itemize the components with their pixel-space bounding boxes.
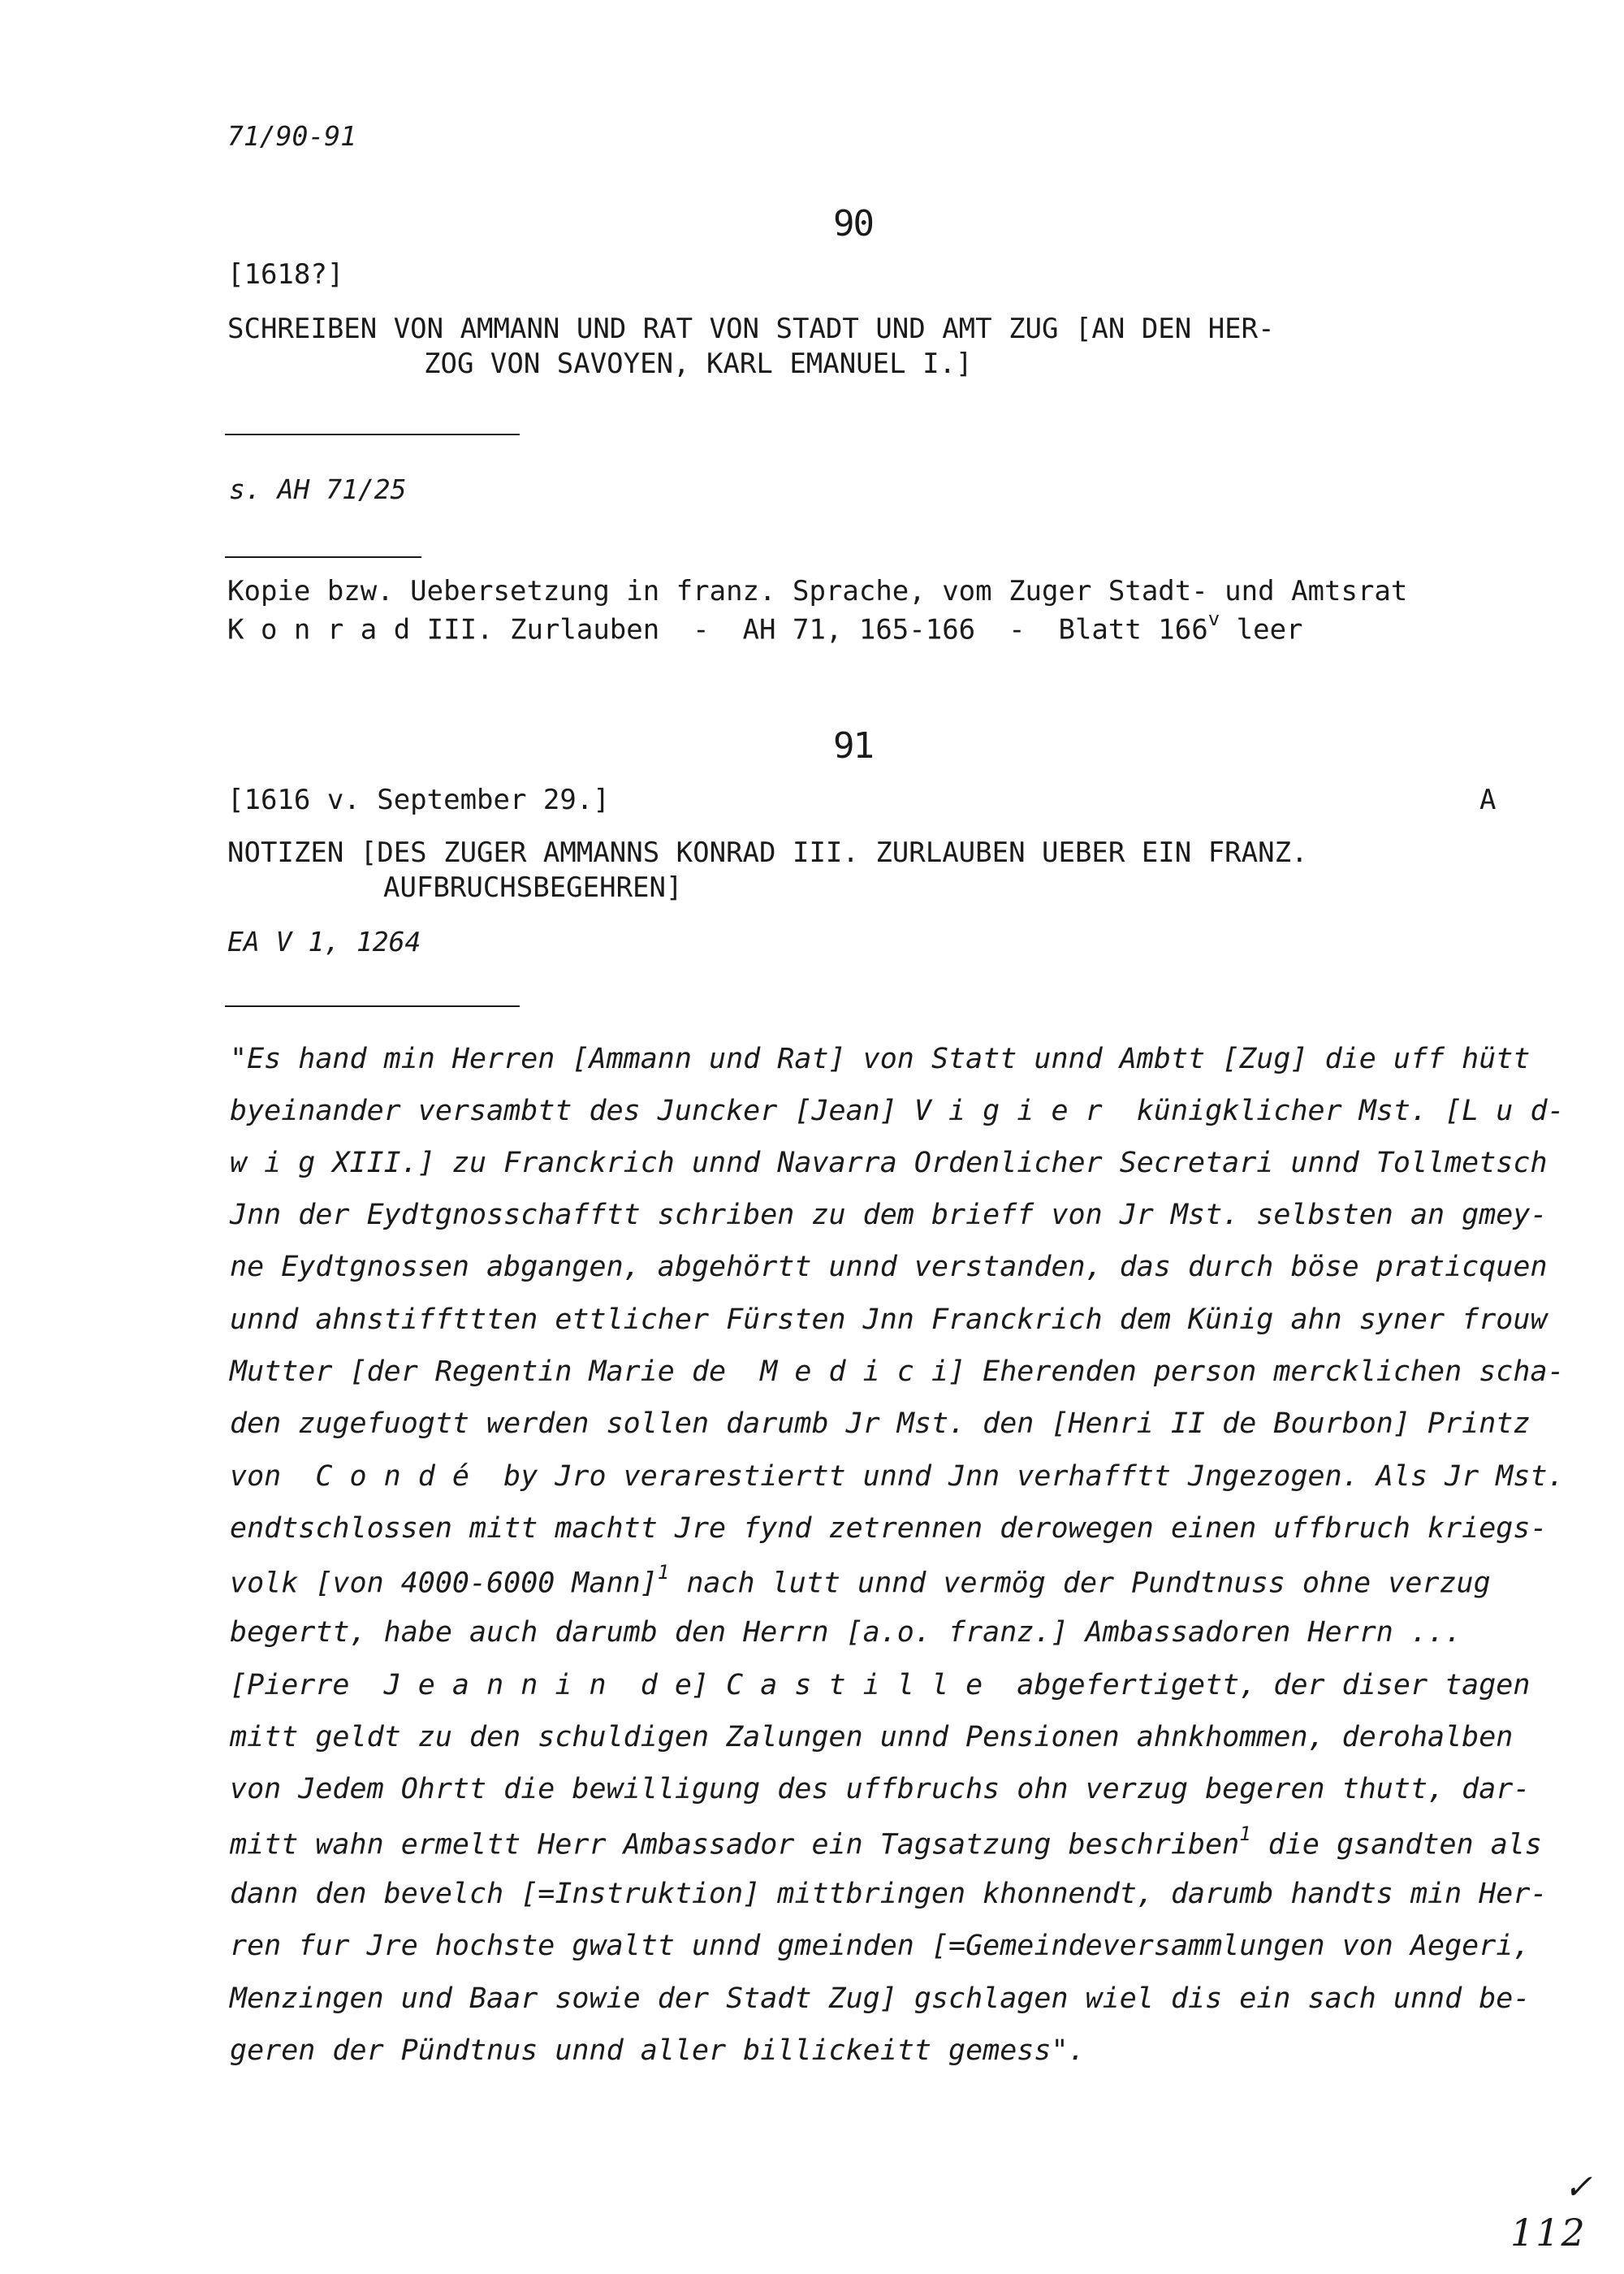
document-date-90: [1618?] <box>227 258 344 291</box>
text-line: von C o n d é by Jro verarestiertt unnd Jnn verhafftt Jngezogen. Als Jr Mst. <box>230 1460 1565 1493</box>
divider <box>225 1005 520 1007</box>
archive-note-90-line1: Kopie bzw. Uebersetzung in franz. Sprache, vom Zuger Stadt- und Amtsrat <box>227 575 1408 607</box>
text-line: den zugefuogtt werden sollen darumb Jr Mst. den [Henri II de Bourbon] Printz <box>230 1407 1531 1440</box>
text-line: mitt geldt zu den schuldigen Zalungen unnd Pensionen ahnkhommen, derohalben <box>230 1721 1514 1753</box>
check-mark-icon: ✓ <box>1564 2167 1593 2207</box>
source-reference-91: EA V 1, 1264 <box>227 926 421 958</box>
text-segment: die gsandten als <box>1250 1828 1542 1861</box>
text-line: [Pierre J e a n n i n d e] C a s t i l l e abgefertigett, der diser tagen <box>230 1669 1531 1701</box>
text-line <box>230 1822 1542 1861</box>
text-line: dann den bevelch [=Instruktion] mittbringen khonnendt, darumb handts min Her- <box>230 1878 1548 1910</box>
text-line: Jnn der Eydtgnosschafftt schriben zu dem brieff von Jr Mst. selbsten an gmey- <box>230 1199 1548 1231</box>
text-line: ren fur Jre hochste gwaltt unnd gmeinden [=Gemeindeversammlungen von Aegeri, <box>230 1930 1531 1962</box>
text-line: unnd ahnstiffttten ettlicher Fürsten Jnn Franckrich dem Künig ahn syner frouw <box>230 1303 1548 1336</box>
document-date-91: [1616 v. September 29.] <box>227 784 610 816</box>
archive-note-90-tail: leer <box>1220 613 1303 646</box>
document-number-91: 91 <box>833 725 873 767</box>
divider <box>225 556 421 558</box>
text-line: von Jedem Ohrtt die bewilligung des uffbruchs ohn verzug begeren thutt, dar- <box>230 1773 1531 1805</box>
text-line <box>230 1561 1491 1600</box>
text-line: Menzingen und Baar sowie der Stadt Zug] gschlagen wiel dis ein sach unnd be- <box>230 1982 1531 2015</box>
text-line: Mutter [der Regentin Marie de M e d i c i] Eherenden person mercklichen scha- <box>230 1355 1565 1388</box>
source-reference-90: s. AH 71/25 <box>229 473 407 505</box>
text-line: endtschlossen mitt machtt Jre fynd zetrennen derowegen einen uffbruch kriegs- <box>230 1512 1548 1545</box>
archive-reference: 71/90-91 <box>227 120 356 152</box>
footnote-mark: 1 <box>1239 1822 1251 1845</box>
document-title-91-line1: NOTIZEN [DES ZUGER AMMANNS KONRAD III. ZURLAUBEN UEBER EIN FRANZ. <box>227 837 1308 869</box>
footnote-mark: 1 <box>657 1561 670 1584</box>
text-line: w i g XIII.] zu Franckrich unnd Navarra Ordenlicher Secretari unnd Tollmetsch <box>230 1147 1548 1179</box>
text-line: ne Eydtgnossen abgangen, abgehörtt unnd verstanden, das durch böse praticquen <box>230 1251 1548 1283</box>
text-line: "Es hand min Herren [Ammann und Rat] von Statt unnd Ambtt [Zug] die uff hütt <box>230 1043 1531 1075</box>
document-number-90: 90 <box>833 203 873 244</box>
text-line: geren der Pündtnus unnd aller billickeitt gemess". <box>230 2034 1086 2067</box>
archive-note-90-line2 <box>227 607 1303 646</box>
divider <box>225 434 520 435</box>
document-title-90-line1: SCHREIBEN VON AMMANN UND RAT VON STADT UND AMT ZUG [AN DEN HER- <box>227 313 1275 345</box>
archive-note-90-text: K o n r a d III. Zurlauben - AH 71, 165-166 - Blatt 166 <box>227 613 1208 646</box>
text-segment: volk [von 4000-6000 Mann] <box>230 1567 658 1600</box>
verso-mark: v <box>1207 607 1220 630</box>
text-segment: nach lutt unnd vermög der Pundtnuss ohne verzug <box>669 1567 1491 1600</box>
document-title-91-line2: AUFBRUCHSBEGEHREN] <box>383 871 683 904</box>
text-segment: mitt wahn ermeltt Herr Ambassador ein Tagsatzung beschriben <box>230 1828 1240 1861</box>
document-title-90-line2: ZOG VON SAVOYEN, KARL EMANUEL I.] <box>424 348 973 380</box>
text-line: byeinander versambtt des Juncker [Jean] V i g i e r künigklicher Mst. [L u d- <box>230 1095 1565 1127</box>
text-line: begertt, habe auch darumb den Herrn [a.o. franz.] Ambassadoren Herrn ... <box>230 1616 1462 1649</box>
document-marker-91: A <box>1479 784 1497 816</box>
handwritten-page-number: 112 <box>1510 2211 1587 2255</box>
